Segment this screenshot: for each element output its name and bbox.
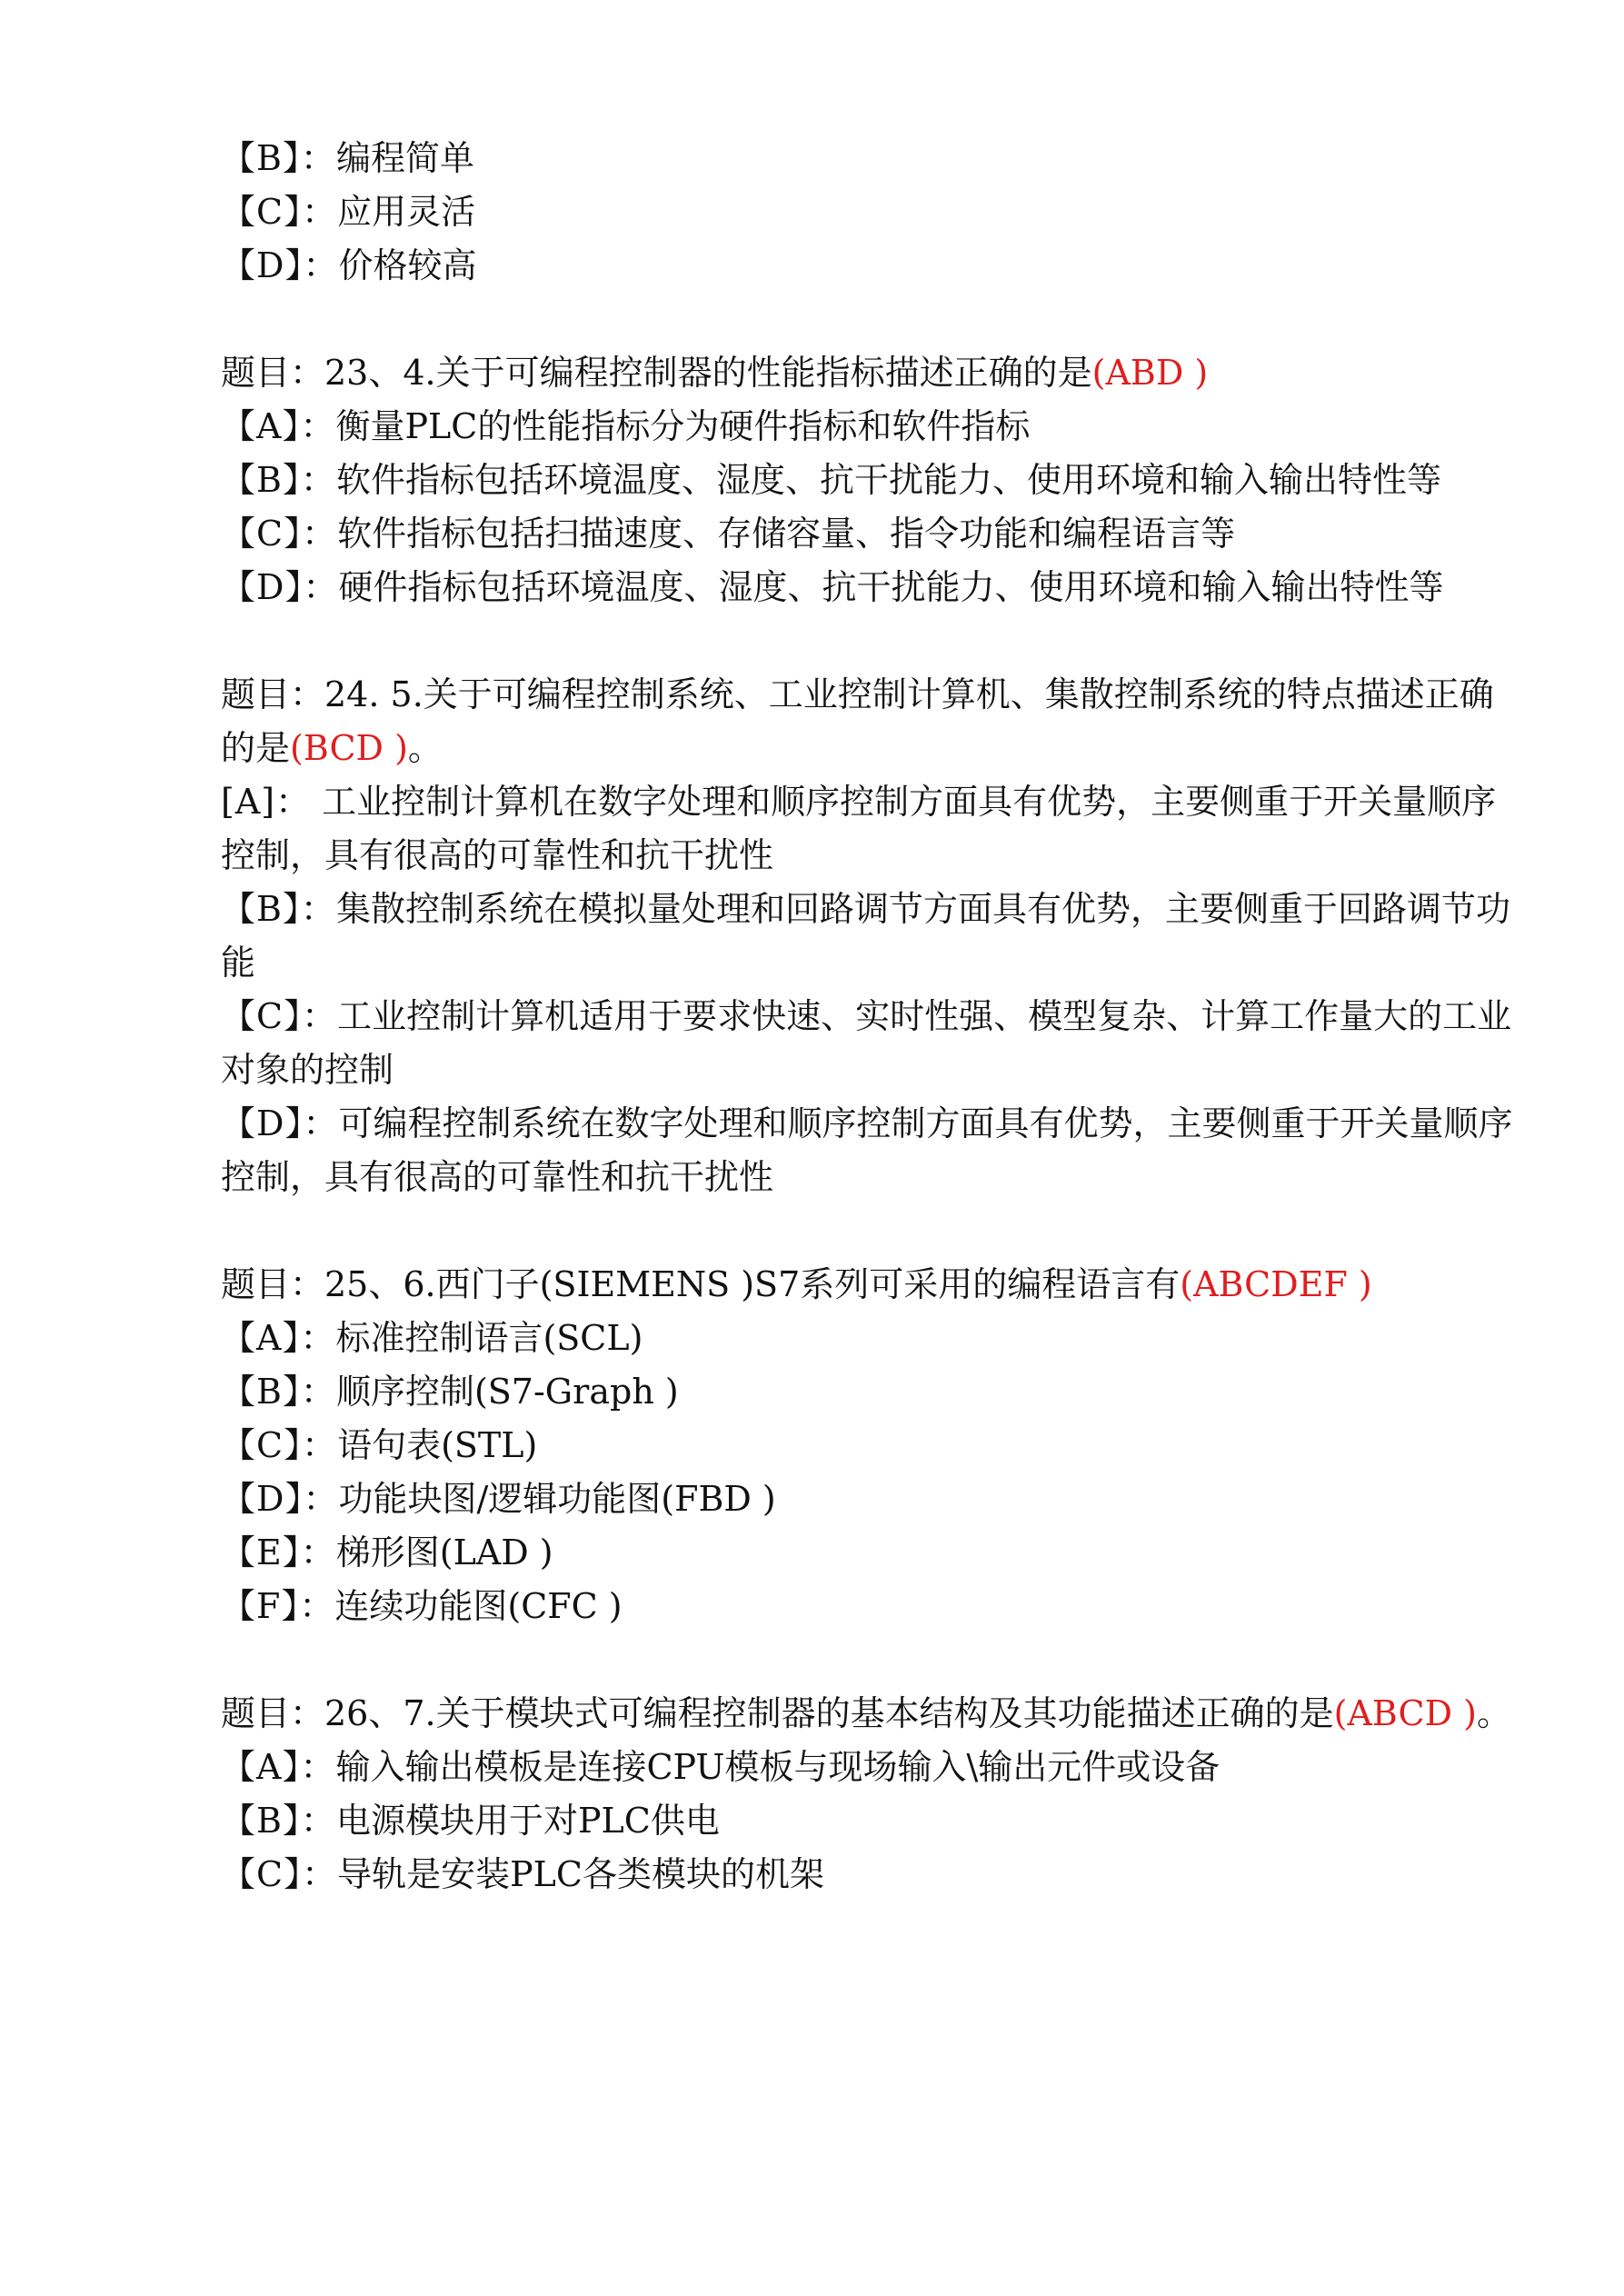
option-label: 【C】： — [221, 1425, 338, 1465]
option-text: 语句表(STL) — [337, 1425, 538, 1465]
option-label: 【D】： — [221, 1103, 339, 1143]
question-prompt — [221, 346, 1520, 400]
prompt-suffix: 。 — [1476, 1693, 1511, 1733]
option-label: 【C】： — [221, 996, 338, 1036]
option-label: 【B】： — [221, 889, 336, 929]
option-label: 【B】： — [221, 1801, 336, 1841]
option-a — [221, 400, 1520, 454]
option-text: 功能块图/逻辑功能图(FBD ) — [338, 1479, 776, 1519]
answer-key: (ABD ) — [1091, 353, 1209, 393]
question-24 — [221, 668, 1520, 1204]
option-b — [221, 1365, 1520, 1419]
option-d — [221, 561, 1520, 614]
question-26 — [221, 1687, 1520, 1902]
option-label: 【B】： — [221, 1372, 336, 1412]
option-text: 输入输出模板是连接CPU模板与现场输入\输出元件或设备 — [335, 1747, 1220, 1787]
answer-key: (ABCDEF ) — [1180, 1264, 1372, 1304]
prompt-suffix: 。 — [407, 728, 443, 768]
option-text: 导轨是安装PLC各类模块的机架 — [337, 1854, 824, 1894]
answer-key: (ABCD ) — [1333, 1693, 1477, 1733]
option-label: 【A】： — [221, 1318, 336, 1358]
option-label: 【A】： — [221, 406, 336, 446]
option-label: 【B】： — [221, 138, 336, 178]
option-text: 连续功能图(CFC ) — [334, 1586, 623, 1626]
option-text: 标准控制语言(SCL) — [335, 1318, 643, 1358]
option-text: 顺序控制(S7-Graph ) — [335, 1372, 679, 1412]
spacer — [221, 614, 1520, 668]
option-text: 编程简单 — [335, 138, 474, 178]
option-label: 【C】： — [221, 192, 338, 232]
question-23 — [221, 346, 1520, 614]
option-label: 【E】： — [221, 1532, 336, 1572]
question-25 — [221, 1258, 1520, 1633]
spacer — [221, 1204, 1520, 1258]
option-a — [221, 775, 1520, 883]
option-text: 电源模块用于对PLC供电 — [335, 1801, 720, 1841]
option-a — [221, 1312, 1520, 1365]
answer-key: (BCD ) — [290, 728, 408, 768]
option-label: 【F】： — [221, 1586, 335, 1626]
option-c — [221, 1419, 1520, 1472]
spacer — [221, 293, 1520, 346]
option-text: 可编程控制系统在数字处理和顺序控制方面具有优势，主要侧重于开关量顺序控制，具有很高的可靠性和抗干扰性 — [221, 1103, 1513, 1197]
question-partial — [221, 132, 1520, 293]
option-d — [221, 239, 1520, 293]
option-b — [221, 454, 1520, 507]
option-text: 价格较高 — [338, 245, 477, 285]
prompt-text: 题目：23、4.关于可编程控制器的性能指标描述正确的是 — [221, 353, 1092, 393]
option-b — [221, 132, 1520, 185]
question-prompt — [221, 1258, 1520, 1312]
option-text: 软件指标包括扫描速度、存储容量、指令功能和编程语言等 — [337, 514, 1236, 554]
prompt-text: 题目：25、6.西门子(SIEMENS )S7系列可采用的编程语言有 — [221, 1264, 1181, 1304]
option-b — [221, 1794, 1520, 1848]
option-label: 【B】： — [221, 460, 336, 500]
option-e — [221, 1526, 1520, 1580]
option-text: 硬件指标包括环境温度、湿度、抗干扰能力、使用环境和输入输出特性等 — [338, 567, 1444, 607]
option-text: 工业控制计算机适用于要求快速、实时性强、模型复杂、计算工作量大的工业对象的控制 — [221, 996, 1512, 1090]
option-text: 梯形图(LAD ) — [335, 1532, 553, 1572]
option-text: 应用灵活 — [337, 192, 476, 232]
option-c — [221, 185, 1520, 239]
option-a — [221, 1741, 1520, 1794]
document-page — [221, 132, 1520, 1902]
question-prompt — [221, 1687, 1520, 1741]
option-label: [A]： — [221, 782, 312, 822]
option-label: 【A】： — [221, 1747, 336, 1787]
option-f — [221, 1580, 1520, 1633]
option-d — [221, 1472, 1520, 1526]
option-c — [221, 1848, 1520, 1902]
option-text: 软件指标包括环境温度、湿度、抗干扰能力、使用环境和输入输出特性等 — [335, 460, 1441, 500]
option-label: 【D】： — [221, 1479, 339, 1519]
prompt-text: 题目：26、7.关于模块式可编程控制器的基本结构及其功能描述正确的是 — [221, 1693, 1334, 1733]
option-c — [221, 507, 1520, 561]
option-d — [221, 1097, 1520, 1204]
question-prompt — [221, 668, 1520, 775]
option-label: 【C】： — [221, 1854, 338, 1894]
prompt-text: 题目：24. 5.关于可编程控制系统、工业控制计算机、集散控制系统的特点描述正确的是 — [221, 674, 1494, 768]
option-b — [221, 883, 1520, 990]
option-label: 【D】： — [221, 245, 339, 285]
option-c — [221, 990, 1520, 1097]
option-text: 工业控制计算机在数字处理和顺序控制方面具有优势，主要侧重于开关量顺序控制，具有很高的可靠性和抗干扰性 — [221, 782, 1497, 875]
spacer — [221, 1633, 1520, 1687]
option-label: 【D】： — [221, 567, 339, 607]
option-text: 集散控制系统在模拟量处理和回路调节方面具有优势，主要侧重于回路调节功能 — [221, 889, 1510, 983]
option-text: 衡量PLC的性能指标分为硬件指标和软件指标 — [335, 406, 1031, 446]
option-label: 【C】： — [221, 514, 338, 554]
